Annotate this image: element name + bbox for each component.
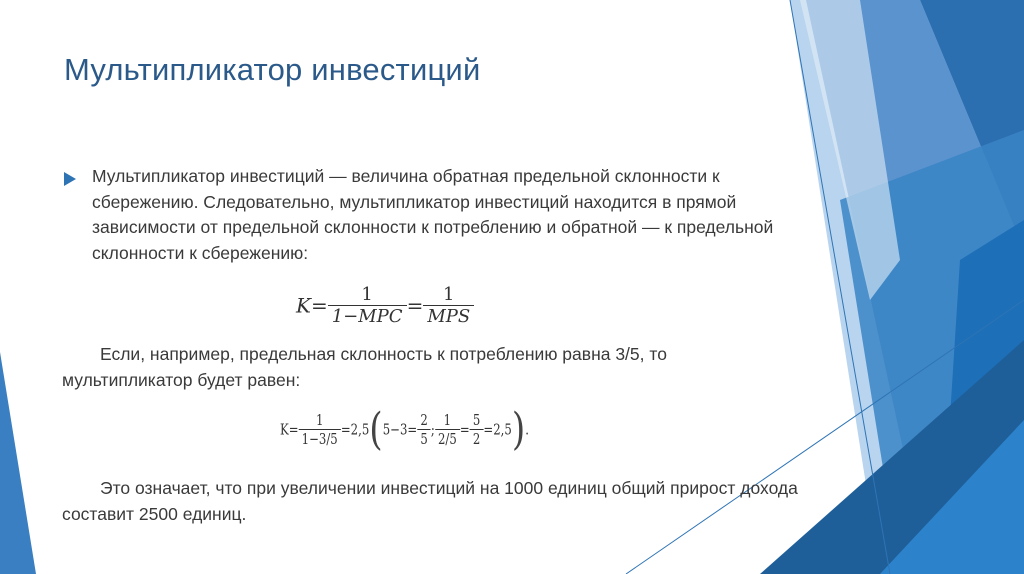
- fraction-mps-den: MPS: [423, 305, 474, 327]
- ex-frac-4: [470, 411, 484, 448]
- ex-frac-3-den: 2/5: [435, 429, 460, 448]
- ex-frac-1-den: 1−3/5: [299, 429, 341, 448]
- formula-lhs: K: [296, 293, 311, 318]
- multiplier-formula: [296, 284, 474, 327]
- bullet-arrow-icon: [64, 172, 76, 186]
- conclusion-paragraph: Это означает, что при увеличении инвестиций на 1000 единиц общий прирост дохода составит 2500 единиц.: [62, 478, 798, 524]
- fraction-mpc-den: 1−MPC: [328, 305, 407, 327]
- example-formula: [280, 404, 529, 455]
- ex-dot: .: [525, 420, 529, 439]
- ex-frac-1-num: 1: [315, 411, 324, 429]
- definition-paragraph: Мультипликатор инвестиций — величина обратная предельной склонности к сбережению. Следовательно, мультипликатор инвестиций находится в прямой зависимости от предельной склонности к потреблению и обратной — к предельной склонности к сбережению:: [92, 166, 774, 263]
- ex-frac-2-den: 5: [417, 429, 431, 448]
- fraction-mpc-num: 1: [361, 284, 373, 305]
- fraction-mps-num: 1: [443, 284, 455, 305]
- ex-frac-4-num: 5: [472, 411, 481, 429]
- ex-inner: 5−3=: [382, 420, 418, 439]
- formula-eq-1: =: [310, 293, 328, 318]
- ex-frac-1: [299, 411, 341, 448]
- ex-frac-4-den: 2: [470, 429, 484, 448]
- ex-paren-close: ): [511, 404, 526, 455]
- fraction-mps: [423, 284, 474, 327]
- slide-title: Мультипликатор инвестиций: [64, 52, 481, 87]
- fraction-mpc: [328, 284, 407, 327]
- formula-eq-2: =: [406, 293, 424, 318]
- ex-result: =2,5: [483, 420, 512, 439]
- ex-frac-3-num: 1: [443, 411, 452, 429]
- ex-sep: ;: [430, 420, 435, 439]
- ex-lhs: K=: [280, 420, 299, 439]
- ex-frac-2: [417, 411, 431, 448]
- ex-eq: =: [459, 420, 470, 439]
- ex-mid: =2,5: [340, 420, 370, 439]
- left-stripe: [0, 352, 36, 574]
- ex-frac-2-num: 2: [420, 411, 428, 429]
- ex-frac-3: [435, 411, 460, 448]
- example-paragraph: Если, например, предельная склонность к потреблению равна 3/5, то мультипликатор будет равен:: [62, 344, 667, 390]
- ex-paren-open: (: [369, 404, 383, 455]
